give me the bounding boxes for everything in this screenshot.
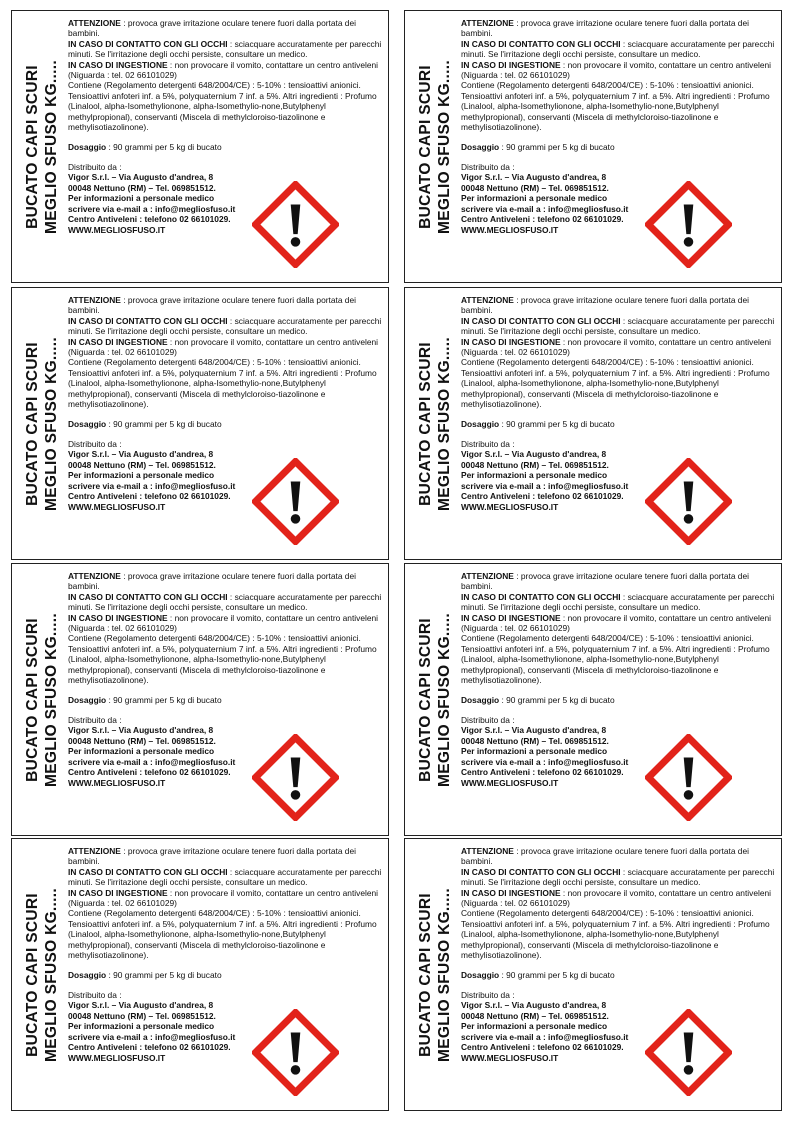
warning-text: : provoca grave irritazione oculare tenere fuori dalla portata dei bambini.: [461, 18, 749, 39]
dosage-label: Dosaggio: [68, 419, 107, 430]
eye-contact-paragraph: [461, 592, 777, 613]
ingredients-paragraph: Contiene (Regolamento detergenti 648/2004/CE) : 5-10% : tensioattivi anionici. Tensioattivi anfoteri inf. a 5%, polyquaternium 7 inf. a 5%. Altri ingredienti : Profumo (Linalool, alpha-Isomethylionone, alpha-Isomethylio-none,Butylphenyl methylpropional), conservanti (Miscela di methylcloroiso-tiazolinone e methylisotiazolinone).: [461, 357, 770, 410]
distributor-intro: Distribuito da :: [461, 714, 515, 725]
product-title: [21, 570, 63, 829]
dosage-paragraph: [68, 142, 384, 152]
eye-contact-text: : sciacquare accuratamente per parecchi minuti. Se l'irritazione degli occhi persiste, consultare un medico.: [461, 38, 775, 60]
product-title-line1: BUCATO CAPI SCURI: [24, 618, 41, 782]
company-phone: 00048 Nettuno (RM) – Tel. 069851512.: [461, 1010, 609, 1021]
ingestion-text: : non provocare il vomito, contattare un centro antiveleni (Niguarda : tel. 02 66101029): [68, 887, 379, 909]
product-title-line2: MEGLIO SFUSO KG.....: [436, 60, 453, 234]
warning-paragraph: [461, 571, 777, 592]
product-title-line1: BUCATO CAPI SCURI: [24, 342, 41, 506]
dosage-paragraph: [461, 142, 777, 152]
eye-contact-paragraph: [461, 39, 777, 60]
dosage-label: Dosaggio: [461, 142, 500, 153]
ingredients-paragraph: Contiene (Regolamento detergenti 648/2004/CE) : 5-10% : tensioattivi anionici. Tensioattivi anfoteri inf. a 5%, polyquaternium 7 inf. a 5%. Altri ingredienti : Profumo (Linalool, alpha-Isomethylionone, alpha-Isomethylio-none,Butylphenyl methylpropional), conservanti (Miscela di methylcloroiso-tiazolinone e methylisotiazolinone).: [68, 633, 377, 686]
ingestion-paragraph: [461, 613, 777, 634]
distributor-intro: Distribuito da :: [461, 161, 515, 172]
ingredients-paragraph: Contiene (Regolamento detergenti 648/2004/CE) : 5-10% : tensioattivi anionici. Tensioattivi anfoteri inf. a 5%, polyquaternium 7 inf. a 5%. Altri ingredienti : Profumo (Linalool, alpha-Isomethylionone, alpha-Isomethylio-none,Butylphenyl methylpropional), conservanti (Miscela di methylcloroiso-tiazolinone e methylisotiazolinone).: [461, 908, 770, 961]
company-address: Vigor S.r.l. – Via Augusto d'andrea, 8: [68, 449, 214, 460]
dosage-text: : 90 grammi per 5 kg di bucato: [106, 970, 222, 981]
product-title-line1: BUCATO CAPI SCURI: [417, 65, 434, 229]
product-title: [414, 570, 456, 829]
ghs-exclamation-mark-icon: [645, 734, 732, 821]
company-phone: 00048 Nettuno (RM) – Tel. 069851512.: [461, 459, 609, 470]
warning-label: ATTENZIONE: [461, 295, 514, 305]
dosage-paragraph: [461, 419, 777, 429]
ingestion-text: : non provocare il vomito, contattare un centro antiveleni (Niguarda : tel. 02 66101029): [461, 59, 772, 81]
company-address: Vigor S.r.l. – Via Augusto d'andrea, 8: [461, 725, 607, 736]
website-line: WWW.MEGLIOSFUSO.IT: [68, 1052, 166, 1063]
eye-contact-label: IN CASO DI CONTATTO CON GLI OCCHI: [68, 38, 228, 49]
warning-paragraph: [461, 295, 777, 316]
ingestion-paragraph: [68, 613, 384, 634]
poison-center-line: Centro Antiveleni : telefono 02 66101029.: [68, 767, 231, 778]
ingestion-paragraph: [68, 337, 384, 358]
dosage-text: : 90 grammi per 5 kg di bucato: [499, 419, 615, 430]
poison-center-line: Centro Antiveleni : telefono 02 66101029.: [461, 1042, 624, 1053]
eye-contact-text: : sciacquare accuratamente per parecchi minuti. Se l'irritazione degli occhi persiste, consultare un medico.: [461, 866, 775, 888]
website-line: WWW.MEGLIOSFUSO.IT: [68, 224, 166, 235]
ghs-exclamation-mark-icon: [252, 734, 339, 821]
dosage-paragraph: [68, 419, 384, 429]
medical-info-line: Per informazioni a personale medico: [68, 193, 215, 204]
contact-email-line: scrivere via e-mail a : info@megliosfuso.it: [68, 203, 236, 214]
ingestion-paragraph: [68, 60, 384, 81]
ingestion-paragraph: [461, 337, 777, 358]
product-title: [21, 17, 63, 276]
ingestion-label: IN CASO DI INGESTIONE: [461, 887, 561, 898]
ghs-exclamation-mark-icon: [645, 181, 732, 268]
dosage-text: : 90 grammi per 5 kg di bucato: [106, 695, 222, 706]
distributor-intro: Distribuito da :: [68, 714, 122, 725]
medical-info-line: Per informazioni a personale medico: [461, 470, 608, 481]
company-phone: 00048 Nettuno (RM) – Tel. 069851512.: [461, 735, 609, 746]
poison-center-line: Centro Antiveleni : telefono 02 66101029.: [68, 491, 231, 502]
website-line: WWW.MEGLIOSFUSO.IT: [461, 777, 559, 788]
product-label: [404, 287, 782, 560]
product-title: [414, 845, 456, 1104]
distributor-intro: Distribuito da :: [68, 438, 122, 449]
medical-info-line: Per informazioni a personale medico: [461, 193, 608, 204]
ingestion-text: : non provocare il vomito, contattare un centro antiveleni (Niguarda : tel. 02 66101029): [68, 612, 379, 634]
poison-center-line: Centro Antiveleni : telefono 02 66101029.: [68, 1042, 231, 1053]
dosage-label: Dosaggio: [461, 695, 500, 706]
product-label: [404, 10, 782, 283]
warning-paragraph: [68, 18, 384, 39]
eye-contact-text: : sciacquare accuratamente per parecchi minuti. Se l'irritazione degli occhi persiste, consultare un medico.: [68, 866, 382, 888]
product-label: [404, 838, 782, 1111]
ingestion-paragraph: [461, 60, 777, 81]
ghs-exclamation-mark-icon: [645, 1009, 732, 1096]
warning-paragraph: [68, 295, 384, 316]
eye-contact-text: : sciacquare accuratamente per parecchi minuti. Se l'irritazione degli occhi persiste, consultare un medico.: [68, 591, 382, 613]
eye-contact-paragraph: [461, 316, 777, 337]
product-title-line2: MEGLIO SFUSO KG.....: [436, 888, 453, 1062]
eye-contact-paragraph: [68, 867, 384, 888]
contact-email-line: scrivere via e-mail a : info@megliosfuso.it: [68, 756, 236, 767]
company-address: Vigor S.r.l. – Via Augusto d'andrea, 8: [461, 449, 607, 460]
eye-contact-label: IN CASO DI CONTATTO CON GLI OCCHI: [461, 38, 621, 49]
warning-paragraph: [461, 846, 777, 867]
eye-contact-text: : sciacquare accuratamente per parecchi minuti. Se l'irritazione degli occhi persiste, consultare un medico.: [68, 38, 382, 60]
distributor-intro: Distribuito da :: [68, 161, 122, 172]
ingredients-paragraph: Contiene (Regolamento detergenti 648/2004/CE) : 5-10% : tensioattivi anionici. Tensioattivi anfoteri inf. a 5%, polyquaternium 7 inf. a 5%. Altri ingredienti : Profumo (Linalool, alpha-Isomethylionone, alpha-Isomethylio-none,Butylphenyl methylpropional), conservanti (Miscela di methylcloroiso-tiazolinone e methylisotiazolinone).: [461, 80, 770, 133]
eye-contact-text: : sciacquare accuratamente per parecchi minuti. Se l'irritazione degli occhi persiste, consultare un medico.: [461, 591, 775, 613]
ghs-exclamation-mark-icon: [645, 458, 732, 545]
contact-email-line: scrivere via e-mail a : info@megliosfuso.it: [461, 756, 629, 767]
distributor-intro: Distribuito da :: [461, 438, 515, 449]
product-label: [404, 563, 782, 836]
contact-email-line: scrivere via e-mail a : info@megliosfuso.it: [68, 1031, 236, 1042]
ingestion-label: IN CASO DI INGESTIONE: [461, 336, 561, 347]
website-line: WWW.MEGLIOSFUSO.IT: [461, 1052, 559, 1063]
ingredients-paragraph: Contiene (Regolamento detergenti 648/2004/CE) : 5-10% : tensioattivi anionici. Tensioattivi anfoteri inf. a 5%, polyquaternium 7 inf. a 5%. Altri ingredienti : Profumo (Linalool, alpha-Isomethylionone, alpha-Isomethylio-none,Butylphenyl methylpropional), conservanti (Miscela di methylcloroiso-tiazolinone e methylisotiazolinone).: [68, 908, 377, 961]
ingestion-paragraph: [68, 888, 384, 909]
eye-contact-label: IN CASO DI CONTATTO CON GLI OCCHI: [461, 315, 621, 326]
company-phone: 00048 Nettuno (RM) – Tel. 069851512.: [68, 182, 216, 193]
dosage-label: Dosaggio: [68, 970, 107, 981]
product-title: [21, 294, 63, 553]
company-address: Vigor S.r.l. – Via Augusto d'andrea, 8: [461, 172, 607, 183]
product-label: [11, 287, 389, 560]
ingestion-label: IN CASO DI INGESTIONE: [68, 612, 168, 623]
contact-email-line: scrivere via e-mail a : info@megliosfuso.it: [461, 203, 629, 214]
eye-contact-label: IN CASO DI CONTATTO CON GLI OCCHI: [461, 591, 621, 602]
dosage-text: : 90 grammi per 5 kg di bucato: [106, 419, 222, 430]
medical-info-line: Per informazioni a personale medico: [68, 746, 215, 757]
ghs-exclamation-mark-icon: [252, 181, 339, 268]
warning-label: ATTENZIONE: [68, 295, 121, 305]
warning-label: ATTENZIONE: [68, 571, 121, 581]
warning-label: ATTENZIONE: [461, 18, 514, 28]
warning-paragraph: [461, 18, 777, 39]
warning-label: ATTENZIONE: [68, 18, 121, 28]
ingestion-text: : non provocare il vomito, contattare un centro antiveleni (Niguarda : tel. 02 66101029): [68, 59, 379, 81]
distributor-intro: Distribuito da :: [68, 989, 122, 1000]
company-phone: 00048 Nettuno (RM) – Tel. 069851512.: [68, 735, 216, 746]
eye-contact-paragraph: [68, 316, 384, 337]
warning-text: : provoca grave irritazione oculare tenere fuori dalla portata dei bambini.: [461, 571, 749, 592]
company-phone: 00048 Nettuno (RM) – Tel. 069851512.: [68, 1010, 216, 1021]
warning-text: : provoca grave irritazione oculare tenere fuori dalla portata dei bambini.: [68, 18, 356, 39]
warning-label: ATTENZIONE: [461, 571, 514, 581]
ingestion-label: IN CASO DI INGESTIONE: [461, 59, 561, 70]
product-title-line2: MEGLIO SFUSO KG.....: [436, 337, 453, 511]
company-address: Vigor S.r.l. – Via Augusto d'andrea, 8: [68, 1000, 214, 1011]
product-title-line1: BUCATO CAPI SCURI: [417, 893, 434, 1057]
website-line: WWW.MEGLIOSFUSO.IT: [68, 777, 166, 788]
ingestion-text: : non provocare il vomito, contattare un centro antiveleni (Niguarda : tel. 02 66101029): [461, 887, 772, 909]
ingestion-text: : non provocare il vomito, contattare un centro antiveleni (Niguarda : tel. 02 66101029): [461, 336, 772, 358]
ingredients-paragraph: Contiene (Regolamento detergenti 648/2004/CE) : 5-10% : tensioattivi anionici. Tensioattivi anfoteri inf. a 5%, polyquaternium 7 inf. a 5%. Altri ingredienti : Profumo (Linalool, alpha-Isomethylionone, alpha-Isomethylio-none,Butylphenyl methylpropional), conservanti (Miscela di methylcloroiso-tiazolinone e methylisotiazolinone).: [68, 357, 377, 410]
product-label: [11, 838, 389, 1111]
dosage-label: Dosaggio: [461, 970, 500, 981]
medical-info-line: Per informazioni a personale medico: [461, 1021, 608, 1032]
dosage-text: : 90 grammi per 5 kg di bucato: [106, 142, 222, 153]
company-address: Vigor S.r.l. – Via Augusto d'andrea, 8: [68, 172, 214, 183]
product-title-line2: MEGLIO SFUSO KG.....: [43, 337, 60, 511]
product-title-line2: MEGLIO SFUSO KG.....: [436, 613, 453, 787]
warning-paragraph: [68, 571, 384, 592]
contact-email-line: scrivere via e-mail a : info@megliosfuso.it: [461, 1031, 629, 1042]
warning-text: : provoca grave irritazione oculare tenere fuori dalla portata dei bambini.: [68, 295, 356, 316]
poison-center-line: Centro Antiveleni : telefono 02 66101029.: [461, 767, 624, 778]
product-title-line1: BUCATO CAPI SCURI: [24, 893, 41, 1057]
eye-contact-text: : sciacquare accuratamente per parecchi minuti. Se l'irritazione degli occhi persiste, consultare un medico.: [68, 315, 382, 337]
medical-info-line: Per informazioni a personale medico: [68, 470, 215, 481]
ingestion-label: IN CASO DI INGESTIONE: [68, 336, 168, 347]
dosage-label: Dosaggio: [68, 142, 107, 153]
eye-contact-paragraph: [461, 867, 777, 888]
contact-email-line: scrivere via e-mail a : info@megliosfuso.it: [461, 480, 629, 491]
eye-contact-label: IN CASO DI CONTATTO CON GLI OCCHI: [68, 866, 228, 877]
product-title: [21, 845, 63, 1104]
ghs-exclamation-mark-icon: [252, 1009, 339, 1096]
ingestion-text: : non provocare il vomito, contattare un centro antiveleni (Niguarda : tel. 02 66101029): [461, 612, 772, 634]
warning-paragraph: [68, 846, 384, 867]
dosage-text: : 90 grammi per 5 kg di bucato: [499, 142, 615, 153]
product-title-line1: BUCATO CAPI SCURI: [417, 342, 434, 506]
product-title: [414, 294, 456, 553]
eye-contact-label: IN CASO DI CONTATTO CON GLI OCCHI: [461, 866, 621, 877]
product-title-line2: MEGLIO SFUSO KG.....: [43, 60, 60, 234]
product-title-line1: BUCATO CAPI SCURI: [24, 65, 41, 229]
warning-text: : provoca grave irritazione oculare tenere fuori dalla portata dei bambini.: [68, 571, 356, 592]
dosage-paragraph: [461, 970, 777, 980]
company-phone: 00048 Nettuno (RM) – Tel. 069851512.: [461, 182, 609, 193]
medical-info-line: Per informazioni a personale medico: [461, 746, 608, 757]
company-phone: 00048 Nettuno (RM) – Tel. 069851512.: [68, 459, 216, 470]
product-label: [11, 563, 389, 836]
poison-center-line: Centro Antiveleni : telefono 02 66101029.: [68, 214, 231, 225]
product-title: [414, 17, 456, 276]
ingestion-label: IN CASO DI INGESTIONE: [461, 612, 561, 623]
product-label: [11, 10, 389, 283]
warning-label: ATTENZIONE: [461, 846, 514, 856]
product-title-line2: MEGLIO SFUSO KG.....: [43, 888, 60, 1062]
product-title-line2: MEGLIO SFUSO KG.....: [43, 613, 60, 787]
poison-center-line: Centro Antiveleni : telefono 02 66101029.: [461, 214, 624, 225]
eye-contact-paragraph: [68, 39, 384, 60]
dosage-paragraph: [68, 970, 384, 980]
warning-text: : provoca grave irritazione oculare tenere fuori dalla portata dei bambini.: [68, 846, 356, 867]
poison-center-line: Centro Antiveleni : telefono 02 66101029.: [461, 491, 624, 502]
dosage-paragraph: [461, 695, 777, 705]
eye-contact-label: IN CASO DI CONTATTO CON GLI OCCHI: [68, 591, 228, 602]
medical-info-line: Per informazioni a personale medico: [68, 1021, 215, 1032]
ingestion-label: IN CASO DI INGESTIONE: [68, 59, 168, 70]
ingestion-paragraph: [461, 888, 777, 909]
dosage-label: Dosaggio: [461, 419, 500, 430]
company-address: Vigor S.r.l. – Via Augusto d'andrea, 8: [68, 725, 214, 736]
website-line: WWW.MEGLIOSFUSO.IT: [461, 224, 559, 235]
dosage-paragraph: [68, 695, 384, 705]
website-line: WWW.MEGLIOSFUSO.IT: [461, 501, 559, 512]
warning-label: ATTENZIONE: [68, 846, 121, 856]
ghs-exclamation-mark-icon: [252, 458, 339, 545]
ingestion-label: IN CASO DI INGESTIONE: [68, 887, 168, 898]
eye-contact-text: : sciacquare accuratamente per parecchi minuti. Se l'irritazione degli occhi persiste, consultare un medico.: [461, 315, 775, 337]
warning-text: : provoca grave irritazione oculare tenere fuori dalla portata dei bambini.: [461, 295, 749, 316]
product-title-line1: BUCATO CAPI SCURI: [417, 618, 434, 782]
ingestion-text: : non provocare il vomito, contattare un centro antiveleni (Niguarda : tel. 02 66101029): [68, 336, 379, 358]
dosage-label: Dosaggio: [68, 695, 107, 706]
website-line: WWW.MEGLIOSFUSO.IT: [68, 501, 166, 512]
dosage-text: : 90 grammi per 5 kg di bucato: [499, 970, 615, 981]
dosage-text: : 90 grammi per 5 kg di bucato: [499, 695, 615, 706]
contact-email-line: scrivere via e-mail a : info@megliosfuso.it: [68, 480, 236, 491]
ingredients-paragraph: Contiene (Regolamento detergenti 648/2004/CE) : 5-10% : tensioattivi anionici. Tensioattivi anfoteri inf. a 5%, polyquaternium 7 inf. a 5%. Altri ingredienti : Profumo (Linalool, alpha-Isomethylionone, alpha-Isomethylio-none,Butylphenyl methylpropional), conservanti (Miscela di methylcloroiso-tiazolinone e methylisotiazolinone).: [68, 80, 377, 133]
company-address: Vigor S.r.l. – Via Augusto d'andrea, 8: [461, 1000, 607, 1011]
distributor-intro: Distribuito da :: [461, 989, 515, 1000]
ingredients-paragraph: Contiene (Regolamento detergenti 648/2004/CE) : 5-10% : tensioattivi anionici. Tensioattivi anfoteri inf. a 5%, polyquaternium 7 inf. a 5%. Altri ingredienti : Profumo (Linalool, alpha-Isomethylionone, alpha-Isomethylio-none,Butylphenyl methylpropional), conservanti (Miscela di methylcloroiso-tiazolinone e methylisotiazolinone).: [461, 633, 770, 686]
warning-text: : provoca grave irritazione oculare tenere fuori dalla portata dei bambini.: [461, 846, 749, 867]
eye-contact-paragraph: [68, 592, 384, 613]
eye-contact-label: IN CASO DI CONTATTO CON GLI OCCHI: [68, 315, 228, 326]
